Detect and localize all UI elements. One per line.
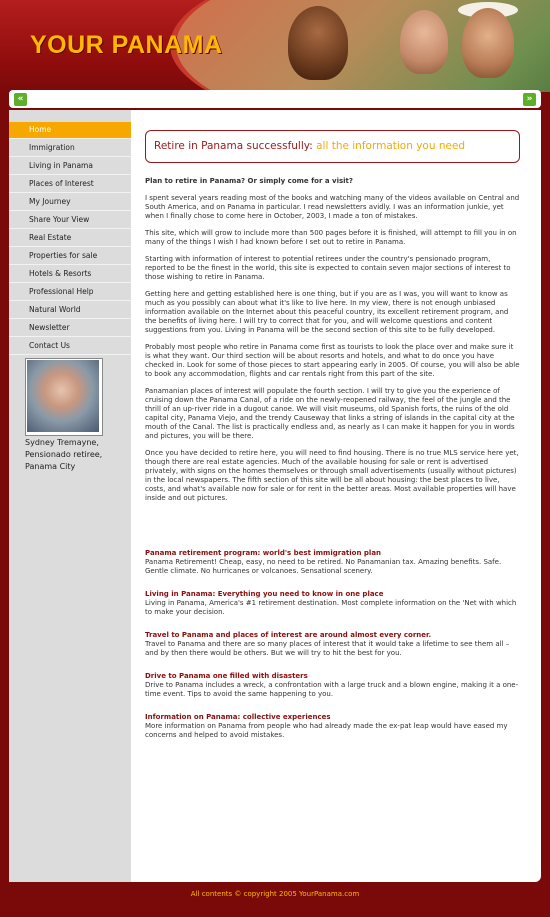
- sidebar-item-properties-for-sale[interactable]: Properties for sale: [9, 248, 131, 265]
- site-logo[interactable]: YOUR PANAMA: [30, 31, 223, 59]
- double-chevron-left-icon[interactable]: «: [14, 93, 27, 106]
- intro-paragraph: Panamanian places of interest will populate the fourth section. I will try to give you the experience of cruising down the Panama Canal, of a ride on the newly-reopened railway, the feel of the jungle and the thrill of an up-river ride in a dugout canoe. We will visit museums, old Spanish forts, the ruins of the old capital city, Panama Viejo, and the trendy Causeway that links a string of islands in the capital city at the mouth of the Canal. The list is practically endless and, as nearly as I can make it happen for you in words and pictures, you will be there.: [145, 387, 515, 440]
- site-header: [0, 0, 550, 92]
- intro-paragraph: Starting with information of interest to potential retirees under the country's pensionado program, reported to be the finest in the world, this site is expected to contain seven major sections of interest to those wishing to retire in Panama.: [145, 255, 511, 281]
- intro-paragraph: Once you have decided to retire here, you will need to find housing. There is no true MLS service here yet, though there are real estate agencies. Much of the available housing for sale or rent is advertised privately, with signs on the homes themselves or through small advertisements (usually without pictures) in the local newspapers. The fifth section of this site will be all about housing: the best places to live, costs, and what's available now for sale or for rent in the better areas. Most available properties will have inside and out pictures.: [145, 449, 519, 502]
- sidebar-item-my-journey[interactable]: My Journey: [9, 194, 131, 211]
- header-person-photo: [400, 10, 448, 74]
- lead-heading: Plan to retire in Panama? Or simply come for a visit?: [145, 177, 353, 185]
- sidebar-item-natural-world[interactable]: Natural World: [9, 302, 131, 319]
- page-title-highlight: all the information you need: [316, 140, 466, 152]
- double-chevron-right-icon[interactable]: »: [523, 93, 536, 106]
- sidebar-item-hotels-resorts[interactable]: Hotels & Resorts: [9, 266, 131, 283]
- sidebar: [9, 110, 131, 882]
- author-name: Sydney Tremayne,: [25, 438, 99, 447]
- section-summary: Travel to Panama and there are so many places of interest that it would take a lifetime to see them all – and by then there would be others. But we will try to hit the best for you.: [145, 640, 510, 657]
- author-face-image: [27, 360, 99, 432]
- sidebar-item-contact-us[interactable]: Contact Us: [9, 338, 131, 355]
- sidebar-item-places-of-interest[interactable]: Places of Interest: [9, 176, 131, 193]
- sidebar-item-professional-help[interactable]: Professional Help: [9, 284, 131, 301]
- section-summary: Drive to Panama includes a wreck, a confrontation with a large truck and a blown engine, making it a one-time event. Tips to avoid the same happening to you.: [145, 681, 519, 698]
- sidebar-item-newsletter[interactable]: Newsletter: [9, 320, 131, 337]
- sidebar-item-share-your-view[interactable]: Share Your View: [9, 212, 131, 229]
- section-link-travel-to-panama[interactable]: Travel to Panama and places of interest are around almost every corner.: [145, 631, 432, 639]
- page-title-main: Retire in Panama successfully:: [154, 140, 313, 152]
- section-summary: More information on Panama from people who had already made the ex-pat leap would have eased my concerns and helped to avoid mistakes.: [145, 722, 508, 739]
- sidebar-item-real-estate[interactable]: Real Estate: [9, 230, 131, 247]
- sidebar-item-home[interactable]: Home: [9, 122, 131, 139]
- intro-paragraph: Probably most people who retire in Panama come first as tourists to look the place over and make sure it is what they want. Our third section will be about resorts and hotels, and what to do once you have checked in. Look for some of those pieces to start appearing early in 2005. Of course, you will also be able to book any accommodation, flights and car rentals right from this part of the site.: [145, 343, 520, 378]
- section-link-living-in-panama[interactable]: Living in Panama: Everything you need to know in one place: [145, 590, 384, 598]
- header-person-photo: [288, 6, 348, 80]
- sidebar-item-living-in-panama[interactable]: Living in Panama: [9, 158, 131, 175]
- sidebar-item-immigration[interactable]: Immigration: [9, 140, 131, 157]
- main-frame: [9, 110, 541, 882]
- author-location: Panama City: [25, 462, 76, 471]
- page-nav-bar: [9, 90, 541, 108]
- intro-paragraph: This site, which will grow to include more than 500 pages before it is finished, will attempt to fill you in on many of the things I wish I had known before I set out to retire in Panama.: [145, 229, 517, 246]
- section-link-drive-to-panama[interactable]: Drive to Panama one filled with disasters: [145, 672, 308, 680]
- author-role: Pensionado retiree,: [25, 450, 103, 459]
- section-link-retirement-program[interactable]: Panama retirement program: world's best immigration plan: [145, 549, 382, 557]
- page-title: [145, 130, 520, 163]
- footer-copyright: All contents © copyright 2005 YourPanama.com: [190, 890, 360, 898]
- header-person-photo: [462, 8, 514, 78]
- section-summary: Living in Panama, America's #1 retirement destination. Most complete information on the 'Net with which to make your decision.: [145, 599, 517, 616]
- main-content: [145, 130, 520, 740]
- section-link-information-on-panama[interactable]: Information on Panama: collective experiences: [145, 713, 331, 721]
- author-photo: [25, 358, 103, 436]
- intro-paragraph: Getting here and getting established here is one thing, but if you are as I was, you will want to know as much as you possibly can about what it's like to live here. In my view, there is not enough unbiased information available on the Internet about this peaceful country, its excellent retirement program, and the benefits of living here. I will try to correct that for you, and will welcome questions and content suggestions from you. Living in Panama will be the second section of this site to be fully developed.: [145, 290, 509, 334]
- author-caption: [25, 437, 125, 473]
- sidebar-menu: [9, 122, 131, 355]
- intro-paragraph: I spent several years reading most of the books and watching many of the videos available on Central and South America, and on Panama in particular. I read newsletters avidly. I was an information junkie, yet when I finally chose to come here in October, 2003, I made a ton of mistakes.: [145, 194, 520, 220]
- section-summary: Panama Retirement! Cheap, easy, no need to be retired. No Panamanian tax. Amazing benefits. Safe. Gentle climate. No hurricanes or volcanoes. Sensational scenery.: [145, 558, 502, 575]
